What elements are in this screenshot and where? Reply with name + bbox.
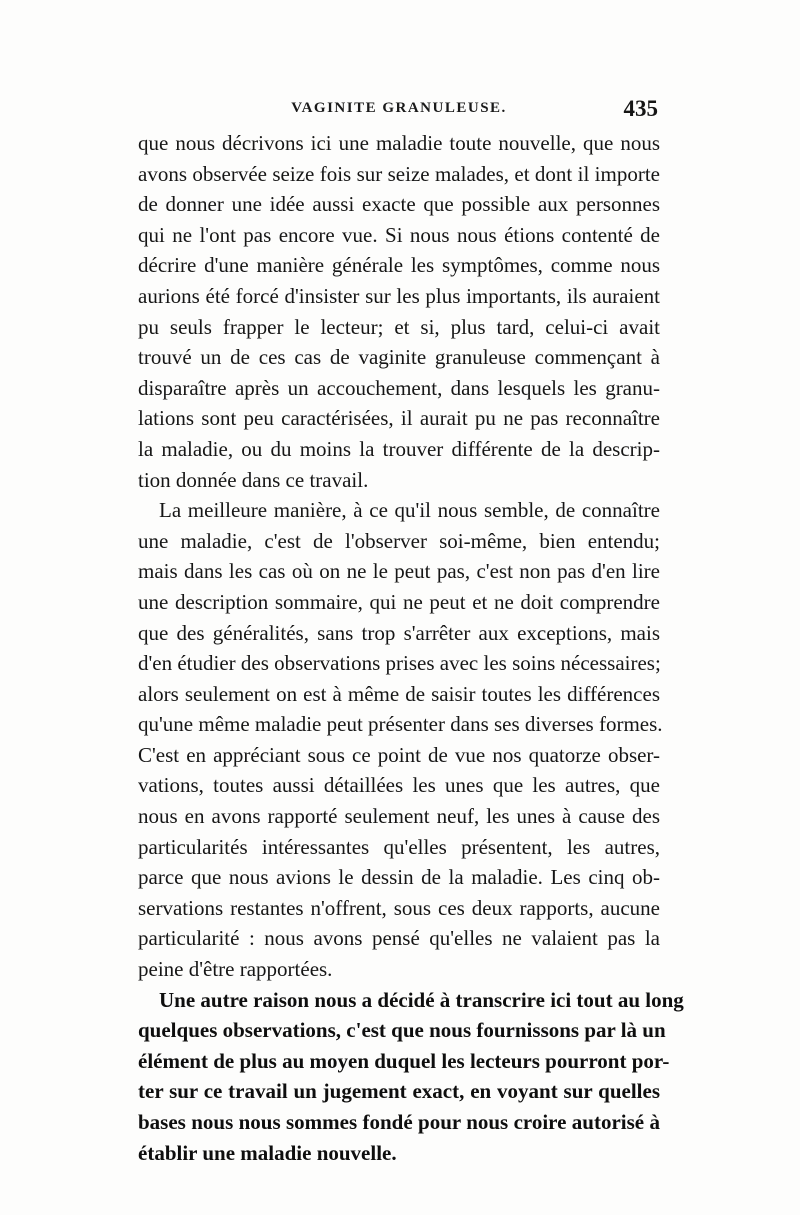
text-line: pu seuls frapper le lecteur; et si, plus tard, celui-ci avait bbox=[138, 314, 660, 339]
text-line: alors seulement on est à même de saisir toutes les différences bbox=[138, 681, 660, 706]
text-line: d'en étudier des observations prises avec les soins nécessaires; bbox=[138, 651, 661, 676]
text-line: parce que nous avions le dessin de la maladie. Les cinq ob- bbox=[138, 865, 660, 890]
text-line: nous en avons rapporté seulement neuf, les unes à cause des bbox=[138, 804, 660, 829]
text-line: que nous décrivons ici une maladie toute nouvelle, que nous bbox=[138, 131, 660, 155]
text-line: établir une maladie nouvelle. bbox=[138, 1140, 397, 1165]
paragraph-2 bbox=[138, 495, 663, 985]
text-line: qu'une même maladie peut présenter dans ses diverses formes. bbox=[138, 712, 663, 737]
text-line: quelques observations, c'est que nous fournissons par là un bbox=[138, 1018, 666, 1043]
text-line: servations restantes n'offrent, sous ces deux rapports, aucune bbox=[138, 895, 660, 920]
running-title: VAGINITE GRANULEUSE. bbox=[291, 100, 507, 116]
text-line: que des généralités, sans trop s'arrêter aux exceptions, mais bbox=[138, 620, 660, 645]
text-line: la maladie, ou du moins la trouver différente de la descrip- bbox=[138, 436, 660, 461]
paragraph-1 bbox=[138, 128, 660, 495]
text-line: C'est en appréciant sous ce point de vue nos quatorze obser- bbox=[138, 742, 660, 767]
paragraph-3 bbox=[138, 985, 684, 1169]
text-line: bases nous nous sommes fondé pour nous croire autorisé à bbox=[138, 1110, 660, 1134]
body-text bbox=[138, 128, 684, 1168]
page-header bbox=[138, 96, 660, 130]
text-line: particularité : nous avons pensé qu'elles ne valaient pas la bbox=[138, 926, 660, 951]
text-line: trouvé un de ces cas de vaginite granuleuse commençant à bbox=[138, 345, 660, 370]
text-line: de donner une idée aussi exacte que possible aux personnes bbox=[138, 192, 660, 217]
text-line: qui ne l'ont pas encore vue. Si nous nous étions contenté de bbox=[138, 222, 660, 247]
text-line: Une autre raison nous a décidé à transcrire ici tout au long bbox=[159, 987, 684, 1012]
text-line: ter sur ce travail un jugement exact, en voyant sur quelles bbox=[138, 1079, 660, 1104]
text-line: vations, toutes aussi détaillées les unes que les autres, que bbox=[138, 773, 660, 798]
text-line: une description sommaire, qui ne peut et ne doit comprendre bbox=[138, 589, 660, 614]
text-line: peine d'être rapportées. bbox=[138, 957, 333, 982]
text-line: La meilleure manière, à ce qu'il nous semble, de connaître bbox=[159, 498, 660, 523]
text-line: une maladie, c'est de l'observer soi-même, bien entendu; bbox=[138, 528, 660, 553]
text-line: avons observée seize fois sur seize malades, et dont il importe bbox=[138, 161, 660, 186]
text-line: aurions été forcé d'insister sur les plus importants, ils auraient bbox=[138, 283, 660, 308]
text-line: disparaître après un accouchement, dans lesquels les granu- bbox=[138, 375, 660, 400]
text-line: élément de plus au moyen duquel les lecteurs pourront por- bbox=[138, 1048, 670, 1073]
text-line: particularités intéressantes qu'elles présentent, les autres, bbox=[138, 834, 660, 859]
page-number: 435 bbox=[623, 96, 658, 121]
text-line: lations sont peu caractérisées, il aurait pu ne pas reconnaître bbox=[138, 406, 660, 431]
text-line: tion donnée dans ce travail. bbox=[138, 467, 369, 492]
text-line: décrire d'une manière générale les symptômes, comme nous bbox=[138, 253, 660, 278]
text-line: mais dans les cas où on ne le peut pas, c'est non pas d'en lire bbox=[138, 559, 660, 584]
